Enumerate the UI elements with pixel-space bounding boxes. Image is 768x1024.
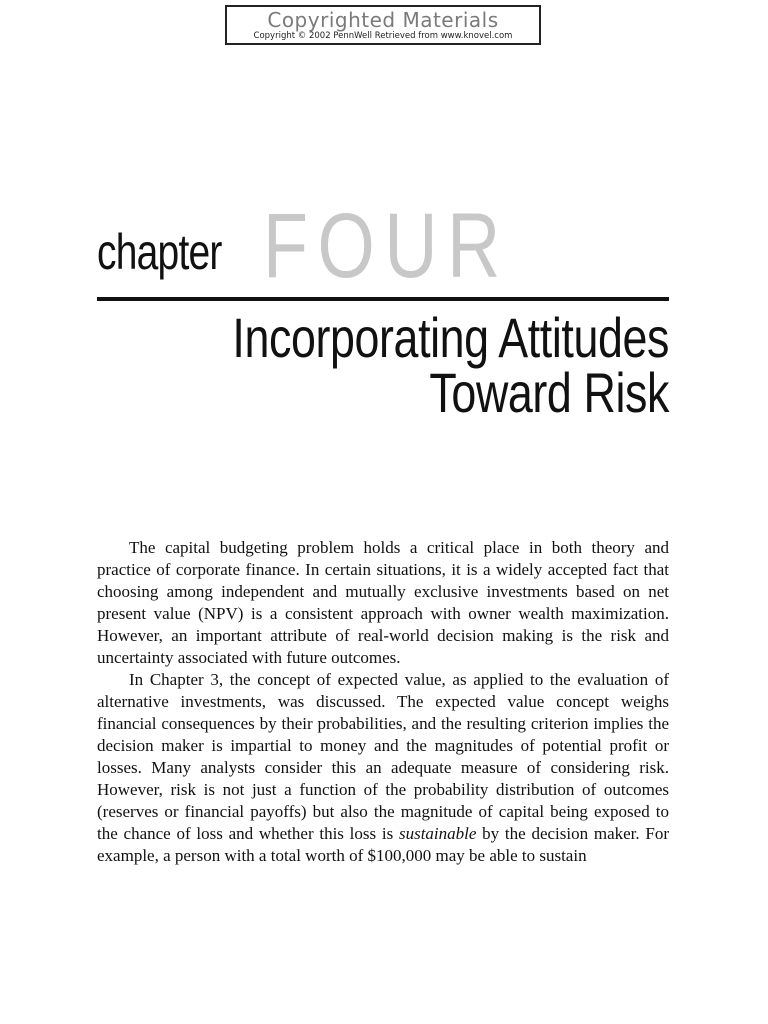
- stamp-subtitle: Copyright © 2002 PennWell Retrieved from www.knovel.com: [253, 31, 513, 41]
- heading-rule: [97, 297, 669, 301]
- paragraph-2-text-b: by the decision maker. For example, a person with a total worth of $100,000 may be able to sustain: [97, 824, 669, 865]
- chapter-label: chapter: [97, 224, 222, 280]
- stamp-title: Copyrighted Materials: [267, 8, 499, 32]
- chapter-number: FOUR: [263, 195, 510, 297]
- paragraph-2-emphasis: sustainable: [398, 824, 477, 843]
- chapter-title-line-2: Toward Risk: [429, 361, 669, 424]
- copyright-stamp: [225, 5, 541, 45]
- chapter-title: [69, 306, 669, 424]
- chapter-heading: [97, 196, 669, 296]
- paragraph-1: The capital budgeting problem holds a critical place in both theory and practice of corporate finance. In certain situations, it is a widely accepted fact that choosing among independent and mutually exclusive investments based on net present value (NPV) is a consistent approach with owner wealth maximization. However, an important attribute of real-world decision making is the risk and uncertainty associated with future outcomes.: [97, 538, 669, 667]
- paragraph-2: [97, 669, 669, 867]
- chapter-title-line-1: Incorporating Attitudes: [232, 306, 669, 369]
- body-text: [97, 537, 669, 867]
- paragraph-2-text-a: In Chapter 3, the concept of expected value, as applied to the evaluation of alternative investments, was discussed. The expected value concept weighs financial consequences by their probabilities, and the resulting criterion implies the decision maker is impartial to money and the magnitudes of potential profit or losses. Many analysts consider this an adequate measure of considering risk. However, risk is not just a function of the probability distribution of outcomes (reserves or financial payoffs) but also the magnitude of capital being exposed to the chance of loss and whether this loss is: [97, 670, 669, 843]
